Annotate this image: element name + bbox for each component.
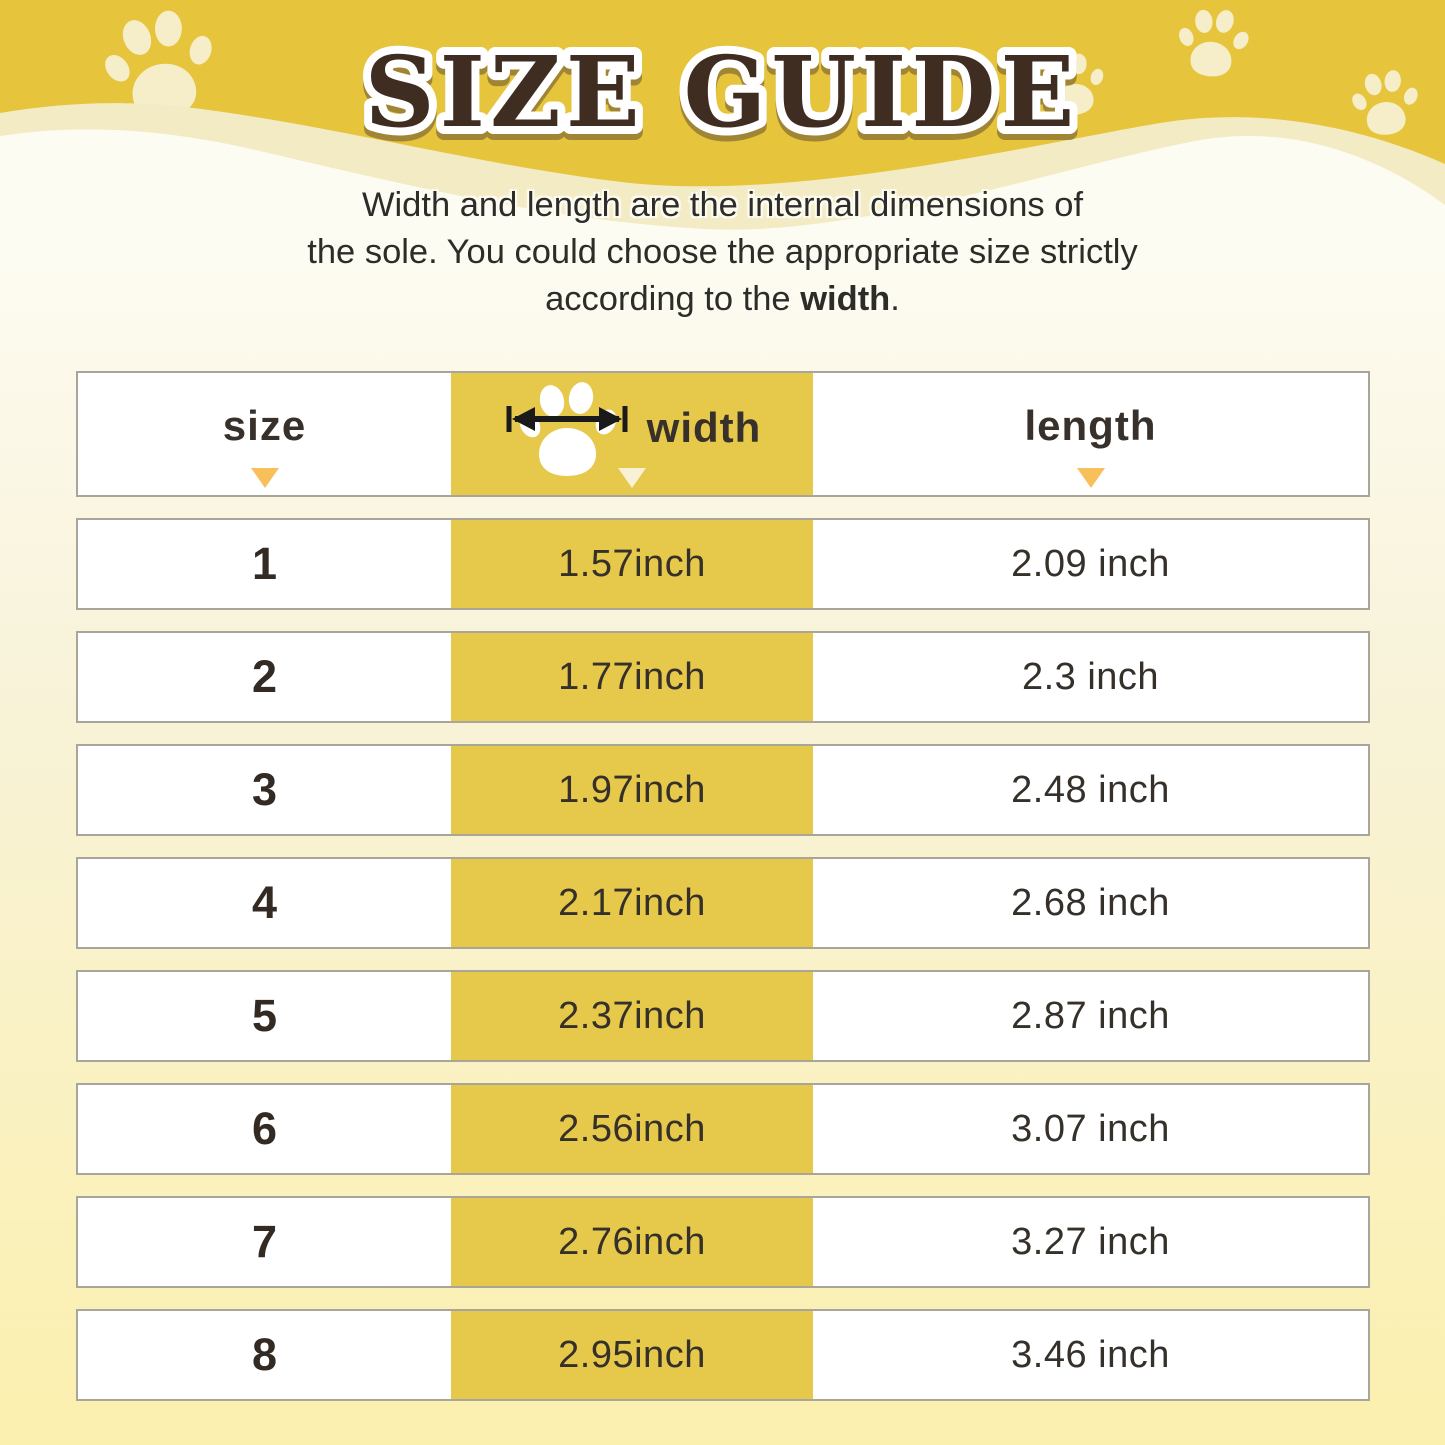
width-cell: 1.57inch xyxy=(451,520,813,608)
size-cell: 3 xyxy=(251,764,278,815)
length-cell: 2.3 inch xyxy=(1021,655,1160,698)
column-label-length: length xyxy=(1024,402,1157,449)
size-cell: 7 xyxy=(251,1216,278,1267)
length-cell: 3.27 inch xyxy=(1011,1220,1170,1263)
width-cell: 1.77inch xyxy=(451,633,813,721)
table-header-row xyxy=(76,371,1370,497)
size-cell: 6 xyxy=(251,1103,278,1154)
header-cell-width xyxy=(451,373,813,495)
table-row xyxy=(76,631,1370,723)
description-line: Width and length are the internal dimensions of xyxy=(361,186,1084,224)
size-cell: 5 xyxy=(251,990,278,1041)
table-row xyxy=(76,1309,1370,1401)
description-bold-word: width xyxy=(800,280,891,318)
size-cell: 2 xyxy=(251,651,278,702)
width-cell: 2.56inch xyxy=(451,1085,813,1173)
width-cell: 2.76inch xyxy=(451,1198,813,1286)
length-cell: 2.87 inch xyxy=(1011,994,1170,1037)
table-row xyxy=(76,744,1370,836)
width-cell: 2.37inch xyxy=(451,972,813,1060)
header-cell-length xyxy=(813,373,1368,495)
size-cell: 1 xyxy=(251,538,278,589)
length-cell: 2.48 inch xyxy=(1011,768,1170,811)
table-row xyxy=(76,1196,1370,1288)
width-cell: 2.95inch xyxy=(451,1311,813,1399)
paw-width-measure-icon xyxy=(503,376,631,480)
size-table xyxy=(76,371,1370,1422)
down-triangle-icon xyxy=(251,468,279,488)
length-cell: 2.09 inch xyxy=(1011,542,1170,585)
table-row xyxy=(76,970,1370,1062)
page-title: SIZE GUIDE xyxy=(364,35,1080,149)
down-triangle-icon xyxy=(618,468,646,488)
table-row xyxy=(76,857,1370,949)
length-cell: 3.46 inch xyxy=(1011,1333,1170,1376)
width-cell: 1.97inch xyxy=(451,746,813,834)
description xyxy=(0,182,1445,323)
size-cell: 8 xyxy=(251,1329,278,1380)
length-cell: 3.07 inch xyxy=(1011,1107,1170,1150)
table-row xyxy=(76,1083,1370,1175)
length-cell: 2.68 inch xyxy=(1011,881,1170,924)
width-cell: 2.17inch xyxy=(451,859,813,947)
description-line: the sole. You could choose the appropriate size strictly xyxy=(307,233,1138,271)
column-label-size: size xyxy=(222,402,307,449)
header-cell-size xyxy=(78,373,451,495)
table-row xyxy=(76,518,1370,610)
down-triangle-icon xyxy=(1077,468,1105,488)
description-line: according to the width. xyxy=(545,280,900,318)
column-label-width: width xyxy=(646,404,762,451)
size-cell: 4 xyxy=(251,877,278,928)
